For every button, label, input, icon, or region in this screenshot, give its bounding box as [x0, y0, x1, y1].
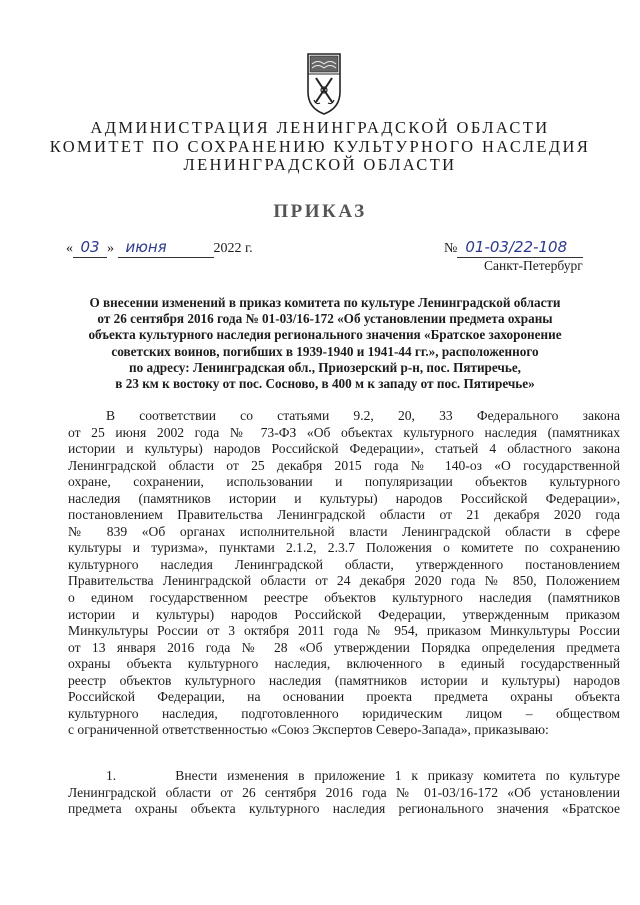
body-line: Минкультуры России от 3 октября 2011 года № 954, приказом Минкультуры России: [68, 623, 620, 639]
body-line: истории и культуры) народов Российской Федерации», статьей 4 областного закона: [68, 441, 620, 457]
body-line: охраны объекта культурного наследия, включенного в единый государственный: [68, 656, 620, 672]
order-number: [444, 238, 583, 258]
org-name-line-3: ЛЕНИНГРАДСКОЙ ОБЛАСТИ: [183, 155, 457, 174]
body-line: о едином государственном реестре объектов культурного наследия (памятников: [68, 590, 620, 606]
order-title: [60, 295, 590, 392]
title-line: советских воинов, погибших в 1939-1940 и 1941-44 гг.», расположенного: [111, 343, 539, 359]
date-month-field: [118, 238, 214, 258]
org-name-line-1: АДМИНИСТРАЦИЯ ЛЕНИНГРАДСКОЙ ОБЛАСТИ: [90, 118, 550, 137]
body-line: реестр объектов культурного наследия (памятников истории и культуры) народов: [68, 672, 620, 688]
body-line: культуры и туризма», пунктами 2.1.2, 2.3.7 Положения о комитете по сохранению: [68, 540, 620, 556]
issue-city: Санкт-Петербург: [484, 258, 583, 273]
date-year: 2022 г.: [213, 241, 253, 256]
coat-of-arms-svg: [304, 52, 344, 116]
body-line: постановлением Правительства Ленинградской области от 21 декабря 2020 года: [68, 507, 620, 523]
title-line: от 26 сентября 2016 года № 01-03/16-172 «Об установлении предмета охраны: [97, 311, 553, 327]
body-line: охране, сохранении, использовании и популяризации объектов культурного: [68, 474, 620, 490]
body-line: Российской Федерации, на основании проекта предмета охраны объекта: [68, 689, 620, 705]
body-line: В соответствии со статьями 9.2, 20, 33 Федерального закона: [106, 408, 620, 423]
date-month-handwritten: июня: [125, 238, 167, 256]
date-day-handwritten: 03: [80, 238, 100, 256]
body-line: от 13 января 2016 года № 28 «Об утверждении Порядка определения предмета: [68, 639, 620, 655]
number-field: [457, 238, 583, 258]
title-line: по адресу: Ленинградская обл., Приозерский р-н, пос. Пятиречье,: [129, 359, 521, 375]
body-line: культурного наследия Ленинградской области, утвержденного постановлением: [68, 556, 620, 572]
org-name-line-2: КОМИТЕТ ПО СОХРАНЕНИЮ КУЛЬТУРНОГО НАСЛЕДИЯ: [49, 137, 591, 156]
item-line: предмета охраны объекта культурного наследия регионального значения «Братское: [68, 801, 620, 817]
number-prefix: №: [444, 241, 458, 256]
body-line: истории и культуры) народов Российской Федерации, утвержденным приказом: [68, 606, 620, 622]
order-item-1: [68, 768, 620, 818]
number-handwritten: 01-03/22-108: [465, 238, 568, 256]
body-line: культурного наследия, подготовленного юридическим лицом – обществом: [68, 705, 620, 721]
body-line: наследия (памятников истории и культуры) народов Российской Федерации»,: [68, 490, 620, 506]
document-type-title: ПРИКАЗ: [273, 201, 367, 222]
title-line: О внесении изменений в приказ комитета по культуре Ленинградской области: [89, 295, 561, 310]
date-day-field: [73, 238, 107, 258]
date-quote-open: «: [66, 241, 73, 256]
order-date: [66, 238, 253, 258]
item-line: 1. Внести изменения в приложение 1 к приказу комитета по культуре: [106, 768, 620, 783]
body-line: Правительства Ленинградской области от 24 декабря 2020 года № 850, Положением: [68, 573, 620, 589]
title-line: в 23 км к востоку от пос. Сосново, в 400 м к западу от пос. Пятиречье»: [115, 376, 535, 392]
body-line: с ограниченной ответственностью «Союз Экспертов Северо-Запада», приказываю:: [68, 722, 549, 738]
title-line: объекта культурного наследия регионального значения «Братское захоронение: [88, 327, 562, 343]
date-quote-close: »: [107, 241, 114, 256]
body-line: от 25 июня 2002 года № 73-ФЗ «Об объектах культурного наследия (памятниках: [68, 424, 620, 440]
body-line: № 839 «Об органах исполнительной власти Ленинградской области в сфере: [68, 523, 620, 539]
preamble-paragraph: [68, 408, 620, 739]
item-line: Ленинградской области от 26 сентября 2016 года № 01-03/16-172 «Об установлении: [68, 784, 620, 800]
body-line: Ленинградской области от 25 декабря 2015 года № 140-оз «О государственной: [68, 457, 620, 473]
coat-of-arms-icon: [304, 52, 344, 116]
